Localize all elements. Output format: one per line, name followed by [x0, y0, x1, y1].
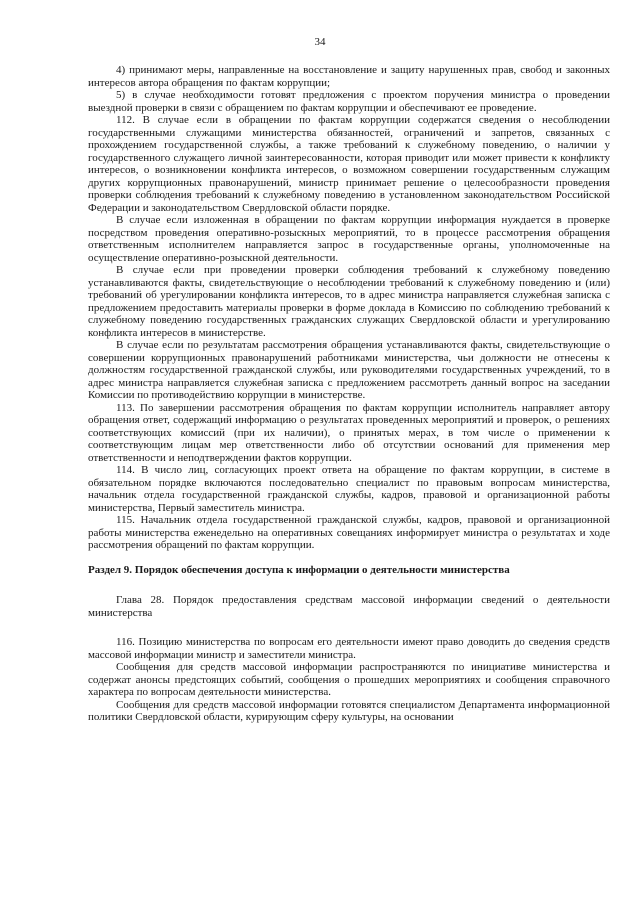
paragraph-112: 112. В случае если в обращении по фактам коррупции содержатся сведения о несоблюдении государственными служащими министерства обязанностей, ограничений и запретов, связанных с прохождением государственной службы, а также требований к служебному поведению, о наличии у государственного служащего личной заинтересованности, которая приводит или может привести к конфликту интересов, о возникновении конфликта интересов, о возможном совершении государственным служащим других коррупционных правонарушений, министр принимает решение о целесообразности проведения проверки соблюдения требований к служебному поведению в установленном законодательством Российской Федерации и законодательством Свердловской области порядке. [88, 114, 610, 214]
paragraph-item-5: 5) в случае необходимости готовят предложения с проектом поручения министра о проведении выездной проверки в связи с обращением по фактам коррупции и обеспечивают ее проведение. [88, 89, 610, 114]
page-number: 34 [314, 36, 326, 48]
paragraph-112-operative: В случае если изложенная в обращении по фактам коррупции информация нуждается в проверке посредством проведения оперативно-розыскных мероприятий, то в процессе рассмотрения обращения ответственным исполнителем направляется запрос в государственные органы, уполномоченные на осуществление оперативно-розыскной деятельности. [88, 214, 610, 264]
chapter-heading: Глава 28. Порядок предоставления средствам массовой информации сведений о деятельности министерства [88, 594, 610, 619]
paragraph-116-media-messages: Сообщения для средств массовой информации распространяются по инициативе министерства и содержат анонсы предстоящих событий, сообщения о прошедших мероприятиях и сообщения справочного характера по вопросам деятельности министерства. [88, 661, 610, 698]
paragraph-item-4: 4) принимают меры, направленные на восстановление и защиту нарушенных прав, свобод и законных интересов автора обращения по фактам коррупции; [88, 64, 610, 89]
paragraph-116: 116. Позицию министерства по вопросам его деятельности имеют право доводить до сведения средств массовой информации министр и заместители министра. [88, 636, 610, 661]
section-heading: Раздел 9. Порядок обеспечения доступа к информации о деятельности министерства [88, 563, 510, 576]
paragraph-113: 113. По завершении рассмотрения обращения по фактам коррупции исполнитель направляет автору обращения ответ, содержащий информацию о результатах проведенных мероприятий и проверок, о решениях соответствующих комиссий (при их наличии), о принятых мерах, в том числе о применении к соответствующим лицам мер ответственности либо об отсутствии оснований для применения мер ответственности и неподтверждении фактов коррупции. [88, 401, 610, 464]
paragraph-112-anticorruption: В случае если по результатам рассмотрения обращения устанавливаются факты, свидетельствующие о совершении коррупционных правонарушений работниками министерства, чьи должности не отнесены к должностям государственной гражданской службы, или руководителями государственных учреждений, то в адрес министра направляется служебная записка с предложением рассмотреть данный вопрос на заседании Комиссии по противодействию коррупции в министерстве. [88, 339, 610, 401]
paragraph-114: 114. В число лиц, согласующих проект ответа на обращение по фактам коррупции, в системе в обязательном порядке включаются последовательно специалист по правовым вопросам министерства, начальник отдела государственной гражданской службы, кадров, правовой и организационной работы министерства, Первый заместитель министра. [88, 464, 610, 514]
paragraph-116-preparation: Сообщения для средств массовой информации готовятся специалистом Департамента информационной политики Свердловской области, курирующим сферу культуры, на основании [88, 698, 610, 723]
document-body [88, 64, 610, 724]
paragraph-112-commission: В случае если при проведении проверки соблюдения требований к служебному поведению устанавливаются факты, свидетельствующие о несоблюдении требований к служебному поведению и (или) требований об урегулировании конфликта интересов, то в адрес министра направляется служебная записка с предложением предоставить материалы проверки в форме доклада в Комиссию по соблюдению требований к служебному поведению государственных гражданских служащих Свердловской области и урегулированию конфликта интересов в министерстве. [88, 264, 610, 339]
paragraph-115: 115. Начальник отдела государственной гражданской службы, кадров, правовой и организационной работы министерства еженедельно на оперативных совещаниях информирует министра о результатах и ходе рассмотрения обращений по фактам коррупции. [88, 514, 610, 551]
